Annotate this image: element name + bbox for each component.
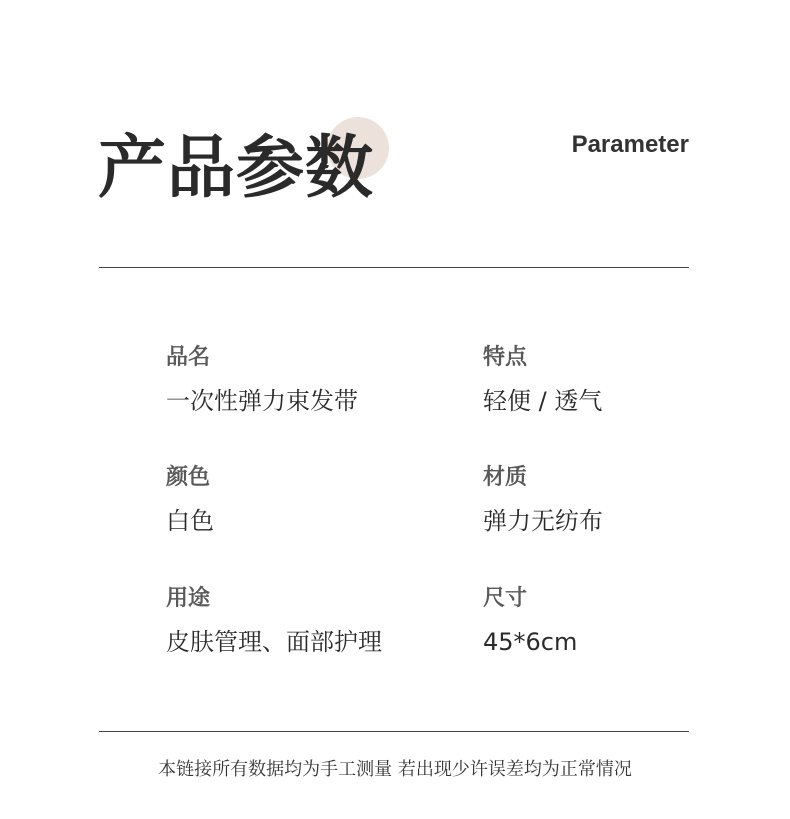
param-label: 材质 <box>483 465 528 490</box>
param-label: 特点 <box>483 345 528 370</box>
top-divider <box>99 267 689 268</box>
page-title: 产品参数 <box>98 129 375 208</box>
param-value: 一次性弹力束发带 <box>166 387 358 415</box>
param-value: 45*6cm <box>483 628 578 656</box>
page-subtitle: Parameter <box>571 131 689 158</box>
param-value: 白色 <box>166 507 214 535</box>
param-value: 皮肤管理、面部护理 <box>166 628 382 656</box>
param-value: 弹力无纺布 <box>483 507 603 535</box>
param-label: 用途 <box>166 586 211 611</box>
param-size <box>483 585 783 657</box>
param-features <box>483 344 783 416</box>
param-label: 品名 <box>166 345 211 370</box>
param-label: 颜色 <box>166 465 211 490</box>
param-label: 尺寸 <box>483 586 528 611</box>
bottom-divider <box>99 731 689 732</box>
param-usage <box>166 585 466 657</box>
footer-note: 本链接所有数据均为手工测量 若出现少许误差均为正常情况 <box>158 759 632 780</box>
param-material <box>483 464 783 536</box>
param-product-name <box>166 344 466 416</box>
param-value: 轻便 / 透气 <box>483 387 603 415</box>
param-color <box>166 464 466 536</box>
